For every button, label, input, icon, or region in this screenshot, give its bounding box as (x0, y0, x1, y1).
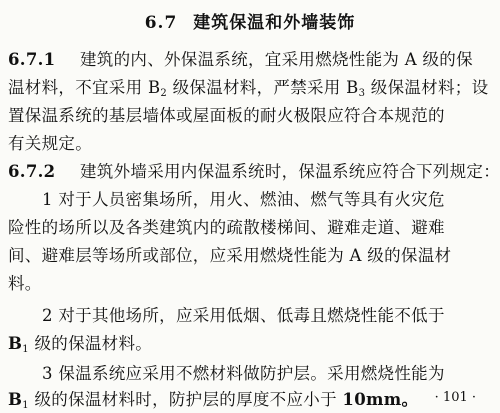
clause-number: 6.7.2 (8, 162, 56, 181)
clause-6-7-1-line-1 (8, 48, 473, 72)
item-1-line-2: 险性的场所以及各类建筑内的疏散楼梯间、避难走道、避难 (8, 218, 445, 237)
page-number: · 101 · (434, 390, 476, 405)
clause-number: 6.7.1 (8, 50, 56, 69)
clause-6-7-1-line-2: 温材料，不宜采用 $B_2$ 级保温材料，严禁采用 $B_3$ 级保温材料；设 (8, 78, 489, 99)
clause-text: 建筑的内、外保温系统，宜采用燃烧性能为 A 级的保 (80, 50, 473, 69)
section-heading (0, 8, 500, 33)
section-title: 建筑保温和外墙装饰 (193, 13, 356, 33)
item-1-line-3: 间、避难层等场所或部位，应采用燃烧性能为 A 级的保温材 (8, 246, 452, 265)
item-2-line-2: $B_1$ 级的保温材料。 (8, 334, 153, 355)
clause-6-7-1-line-4: 有关规定。 (8, 134, 92, 153)
item-1-line-4: 料。 (8, 274, 42, 293)
item-3-line-2: $B_1$ 级的保温材料时，防护层的厚度不应小于 10mm。 (8, 390, 419, 411)
item-3-line-1: 3 保温系统应采用不燃材料做防护层。采用燃烧性能为 (42, 364, 445, 383)
clause-text: 建筑外墙采用内保温系统时，保温系统应符合下列规定： (80, 162, 500, 181)
section-number: 6.7 (144, 13, 178, 33)
clause-6-7-2-line-1 (8, 160, 500, 184)
item-2-line-1: 2 对于其他场所，应采用低烟、低毒且燃烧性能不低于 (42, 306, 445, 325)
clause-6-7-1-line-3: 置保温系统的基层墙体或屋面板的耐火极限应符合本规范的 (8, 106, 445, 125)
item-1-line-1: 1 对于人员密集场所，用火、燃油、燃气等具有火灾危 (42, 190, 445, 209)
